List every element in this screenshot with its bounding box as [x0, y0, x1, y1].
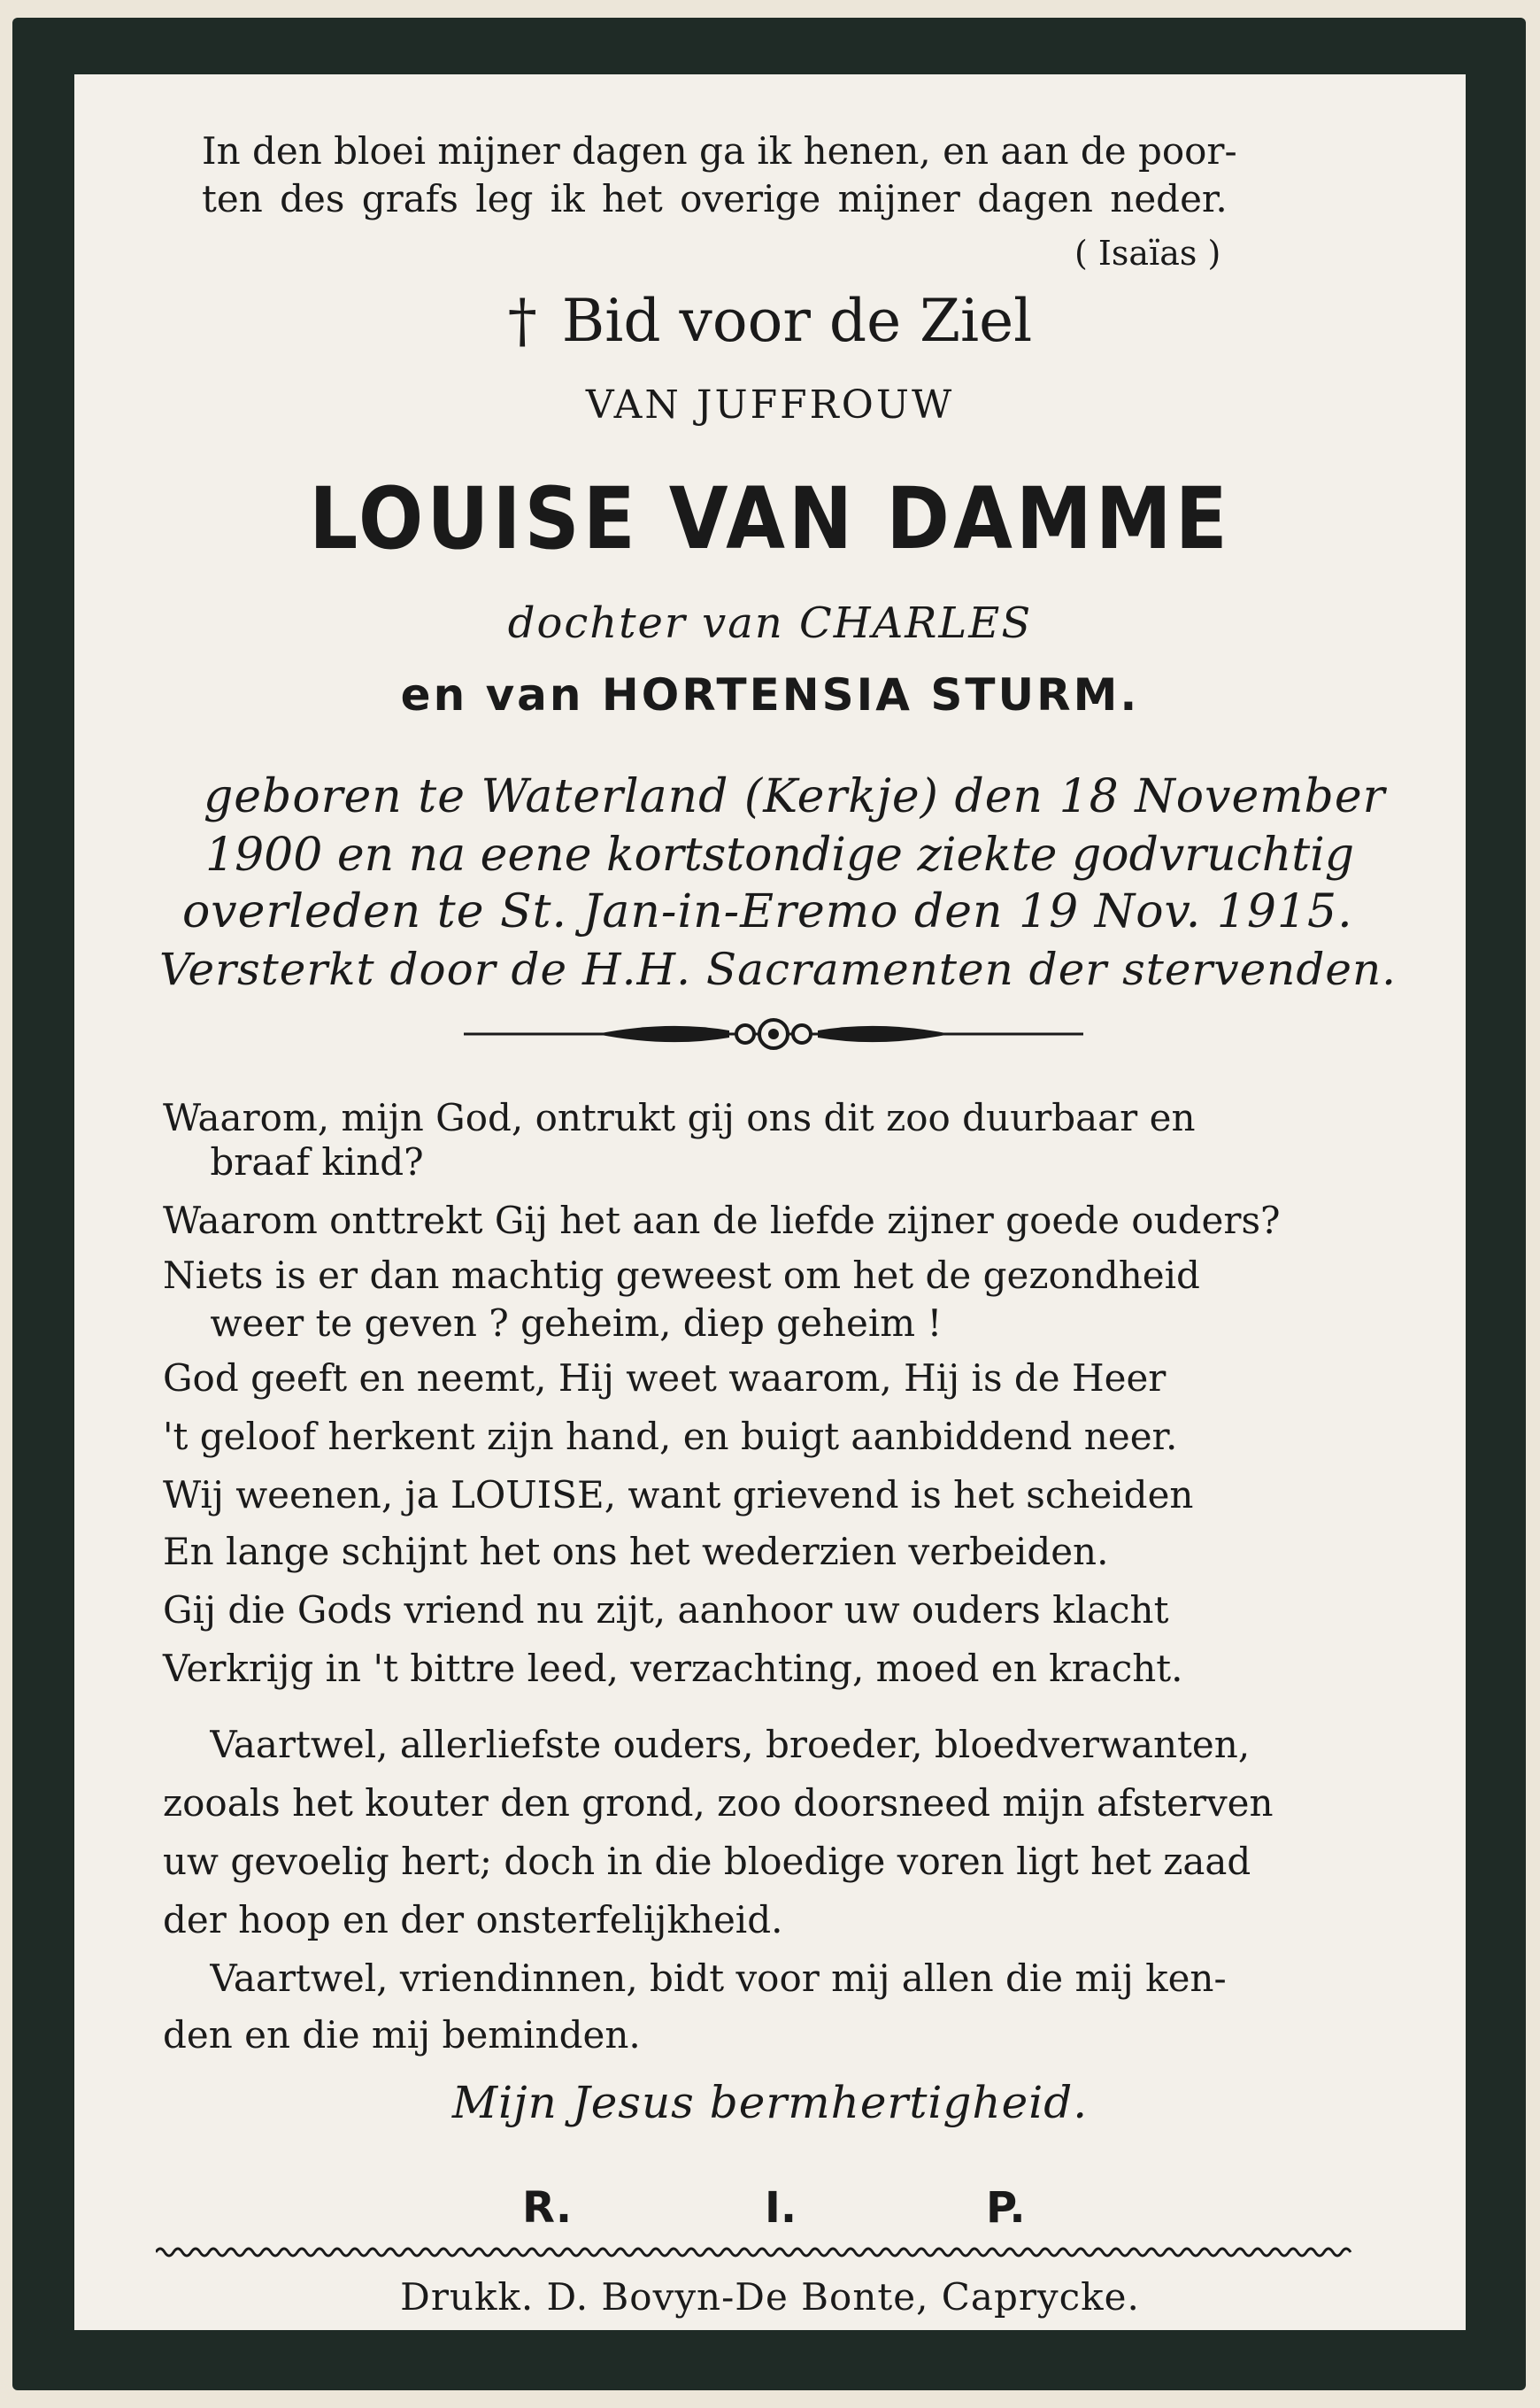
ornament-divider-icon	[464, 1016, 1083, 1052]
prayer-heading	[74, 287, 1466, 355]
farewell-line: den en die mij beminden.	[163, 2013, 641, 2057]
poem-line: braaf kind?	[163, 1140, 424, 1184]
bio-line-3: overleden te St. Jan-in-Eremo den 19 Nov. 1915.	[182, 885, 1353, 938]
printer-imprint: Drukk. D. Bovyn-De Bonte, Caprycke.	[400, 2275, 1140, 2319]
poem-line: Waarom, mijn God, ontrukt gij ons dit zoo duurbaar en	[163, 1096, 1196, 1139]
card-inner-panel	[74, 74, 1466, 2330]
farewell-line: Vaartwel, vriendinnen, bidt voor mij allen die mij ken-	[163, 1956, 1227, 2000]
poem-line: 't geloof herkent zijn hand, en buigt aanbiddend neer.	[163, 1415, 1178, 1458]
rip-i: I.	[765, 2183, 797, 2233]
poem-line: Niets is er dan machtig geweest om het de gezondheid	[163, 1254, 1200, 1297]
epigraph-line-1: In den bloei mijner dagen ga ik henen, en aan de poor-	[202, 129, 1237, 173]
farewell-line: Vaartwel, allerliefste ouders, broeder, bloedverwanten,	[163, 1723, 1251, 1766]
wavy-rule-icon	[156, 2243, 1413, 2261]
poem-line: Verkrijg in 't bittre leed, verzachting, moed en kracht.	[163, 1647, 1183, 1690]
poem-line: Gij die Gods vriend nu zijt, aanhoor uw ouders klacht	[163, 1588, 1169, 1632]
bio-line-4: Versterkt door de H.H. Sacramenten der stervenden.	[159, 944, 1398, 995]
deceased-name: LOUISE VAN DAMME	[309, 469, 1231, 568]
prayer-line: Bid voor de Ziel	[561, 287, 1033, 355]
poem-line: En lange schijnt het ons het wederzien verbeiden.	[163, 1530, 1109, 1573]
rip-p: P.	[986, 2183, 1026, 2233]
epigraph-source: ( Isaïas )	[1074, 234, 1221, 273]
cross-icon: †	[507, 287, 537, 355]
poem-line: God geeft en neemt, Hij weet waarom, Hij is de Heer	[163, 1356, 1167, 1400]
title-line: VAN JUFFROUW	[585, 382, 955, 428]
epigraph-line-2: ten des grafs leg ik het overige mijner dagen neder.	[202, 177, 1228, 220]
poem-line: Wij weenen, ja LOUISE, want grievend is het scheiden	[163, 1473, 1194, 1517]
farewell-line: zooals het kouter den grond, zoo doorsneed mijn afsterven	[163, 1781, 1274, 1825]
mother-line: en van HORTENSIA STURM.	[400, 669, 1140, 721]
closing-prayer: Mijn Jesus bermhertigheid.	[451, 2077, 1089, 2128]
farewell-line: der hoop en der onsterfelijkheid.	[163, 1898, 783, 1941]
bio-line-2: 1900 en na eene kortstondige ziekte godvruchtig	[205, 829, 1355, 882]
rip-r: R.	[522, 2183, 573, 2233]
poem-line: weer te geven ? geheim, diep geheim !	[163, 1301, 943, 1345]
father-line: dochter van CHARLES	[507, 598, 1033, 648]
poem-line: Waarom onttrekt Gij het aan de liefde zijner goede ouders?	[163, 1199, 1281, 1242]
bio-line-1: geboren te Waterland (Kerkje) den 18 November	[204, 770, 1386, 823]
farewell-line: uw gevoelig hert; doch in die bloedige voren ligt het zaad	[163, 1840, 1251, 1883]
